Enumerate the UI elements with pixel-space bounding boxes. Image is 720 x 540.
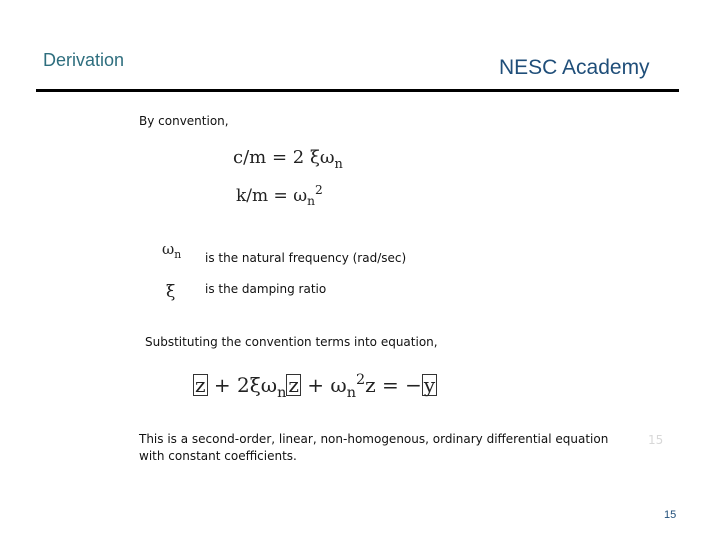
intro-text: By convention, — [139, 114, 229, 128]
section-title: Derivation — [43, 50, 125, 70]
omega-glyph: ω — [162, 240, 175, 258]
ce-op2: + — [300, 373, 331, 397]
definition-natural-frequency: is the natural frequency (rad/sec) — [205, 251, 407, 265]
eq1-equals: = — [266, 147, 293, 168]
omega-sub: n — [174, 247, 182, 261]
eq2-equals: = — [268, 186, 294, 206]
equation-damping — [233, 147, 343, 172]
combined-equation — [193, 372, 437, 402]
conclusion-text: This is a second-order, linear, non-homogenous, ordinary differential equation with constant coefficients. — [139, 432, 609, 463]
eq2-sup: 2 — [314, 183, 323, 198]
header-divider — [36, 89, 679, 92]
eq1-omega: ω — [319, 147, 335, 168]
equation-stiffness — [236, 183, 323, 209]
z-ddot-box: z — [195, 373, 206, 397]
ce-sub2: n — [346, 385, 356, 402]
eq2-lhs: k/m — [236, 186, 269, 206]
eq1-xi: ξ — [309, 147, 320, 168]
eq1-lhs: c/m — [233, 147, 267, 168]
ce-omega2: ω — [330, 373, 347, 397]
ce-tail: z = − — [365, 373, 422, 397]
ce-xi: ξ — [249, 373, 261, 397]
eq2-omega: ω — [293, 186, 308, 206]
brand-title: NESC Academy — [499, 56, 650, 79]
ce-sup2: 2 — [355, 372, 366, 389]
ce-omega1: ω — [260, 373, 278, 397]
ce-sub1: n — [277, 385, 287, 402]
ghost-page-number: 15 — [648, 433, 664, 447]
ce-op1: + 2 — [207, 373, 250, 397]
substitution-text: Substituting the convention terms into equation, — [145, 335, 438, 349]
eq2-sub: n — [307, 194, 315, 209]
y-ddot-box: y — [423, 373, 436, 397]
page-number: 15 — [664, 509, 677, 521]
xi-symbol: ξ — [166, 282, 176, 302]
omega-symbol — [162, 240, 182, 261]
definition-damping-ratio: is the damping ratio — [205, 282, 327, 296]
eq1-coef: 2 — [292, 147, 310, 168]
z-dot-box: z — [288, 373, 299, 397]
eq1-sub: n — [334, 156, 343, 172]
